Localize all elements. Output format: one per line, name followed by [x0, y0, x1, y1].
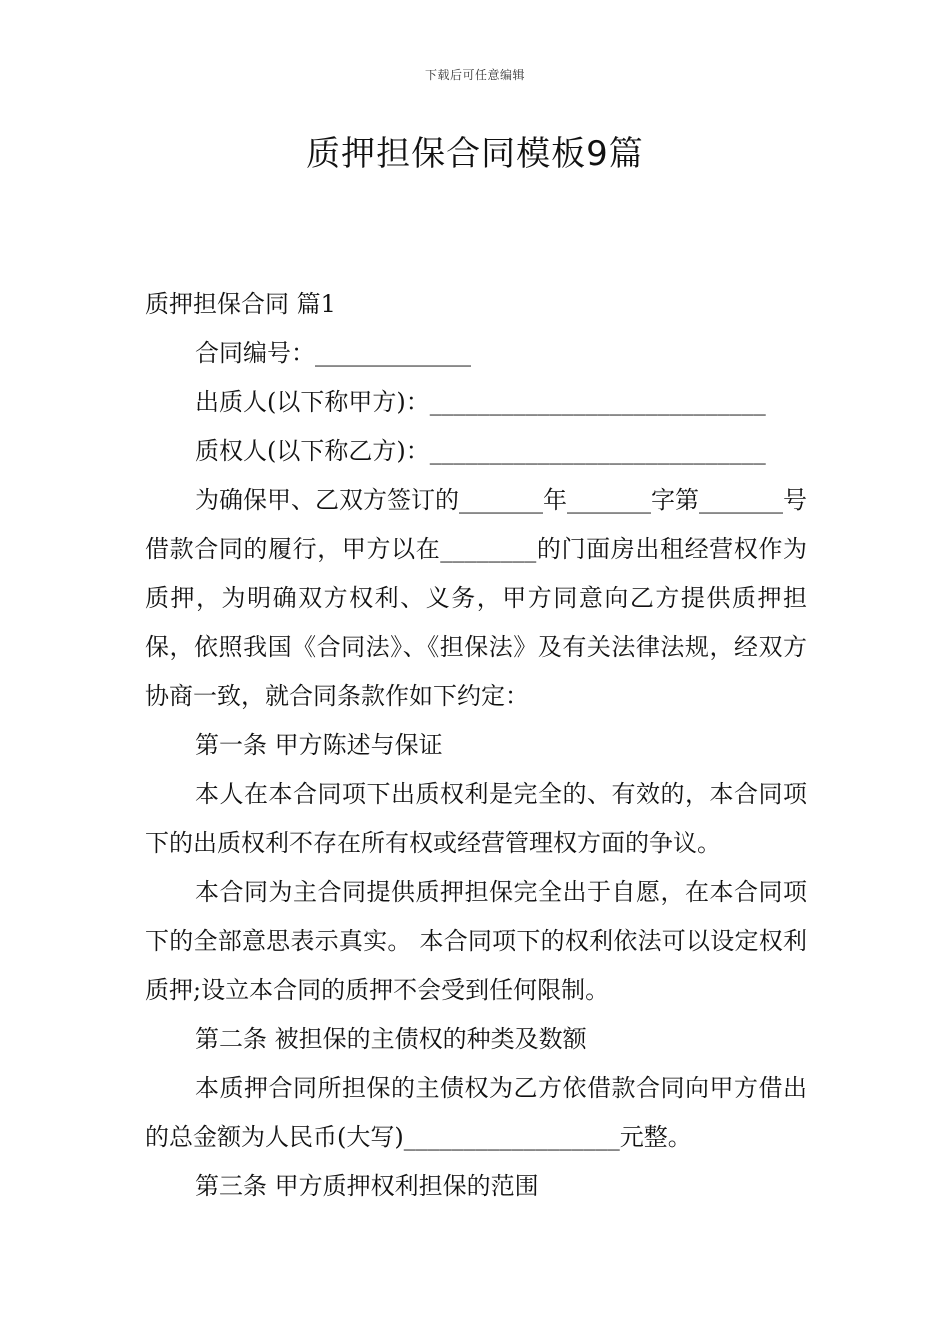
article-2-paragraph-1: 本质押合同所担保的主债权为乙方依借款合同向甲方借出的总金额为人民币(大写)__________________元整。: [145, 1074, 807, 1151]
article-1-paragraph-1: 本人在本合同项下出质权利是完全的、有效的，本合同项下的出质权利不存在所有权或经营管理权方面的争议。: [145, 780, 807, 857]
article-3-heading: 第三条 甲方质押权利担保的范围: [195, 1172, 539, 1200]
document-body: [145, 280, 807, 1211]
section-title: 质押担保合同 篇1: [145, 290, 336, 318]
header-note: 下载后可任意编辑: [424, 68, 525, 82]
intro-paragraph: 为确保甲、乙双方签订的_______年_______字第_______号借款合同的履行，甲方以在________的门面房出租经营权作为质押，为明确双方权利、义务，甲方同意向乙方提供质押担保，依照我国《合同法》、《担保法》及有关法律法规，经双方协商一致，就合同条款作如下约定：: [145, 486, 807, 710]
article-1-heading: 第一条 甲方陈述与保证: [195, 731, 443, 759]
pledgor-field: 出质人(以下称甲方)：____________________________: [195, 388, 766, 416]
contract-number-field: 合同编号：_____________: [195, 339, 471, 367]
article-1-paragraph-2: 本合同为主合同提供质押担保完全出于自愿，在本合同项下的全部意思表示真实。 本合同项下的权利依法可以设定权利质押;设立本合同的质押不会受到任何限制。: [145, 878, 807, 1004]
article-2-heading: 第二条 被担保的主债权的种类及数额: [195, 1025, 587, 1053]
document-title: 质押担保合同模板9篇: [306, 134, 644, 174]
pledgee-field: 质权人(以下称乙方)：____________________________: [195, 437, 766, 465]
